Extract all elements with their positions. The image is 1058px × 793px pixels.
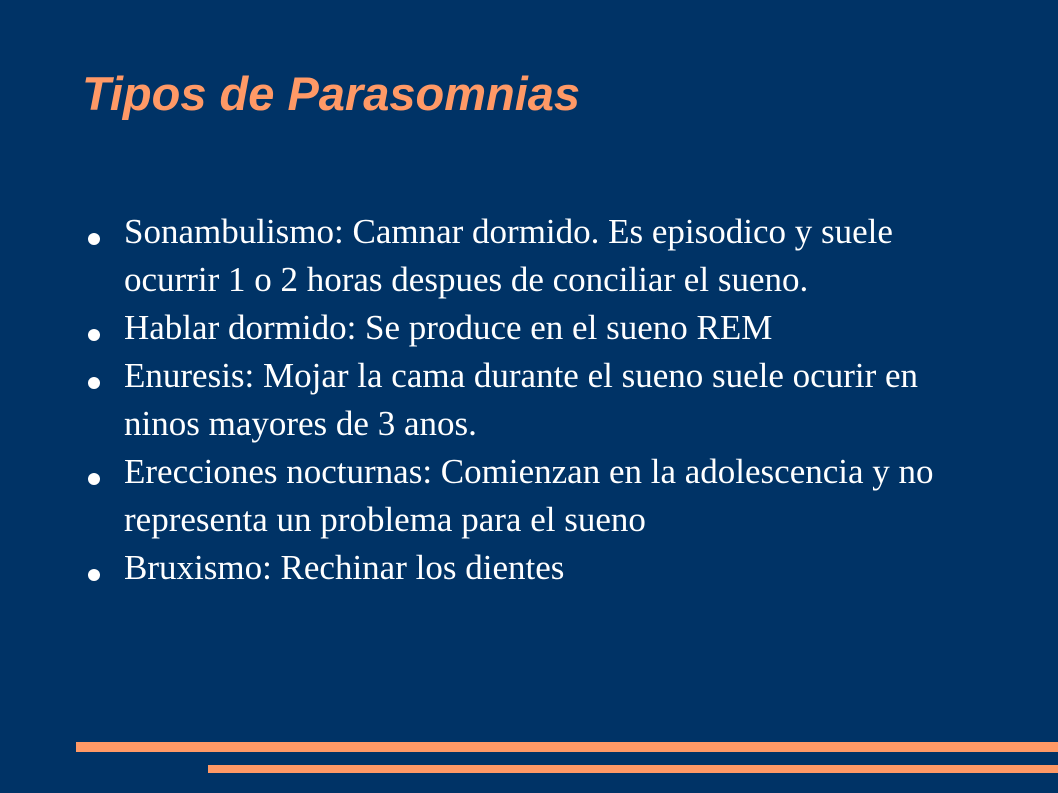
bullet-item-bruxismo (88, 544, 988, 592)
bullet-text: Bruxismo: Rechinar los dientes (124, 548, 565, 587)
bullet-dot-icon (88, 329, 100, 341)
slide-title: Tipos de Parasomnias (82, 67, 581, 120)
decorative-bar-top (76, 742, 1058, 752)
decorative-bar-bottom (208, 765, 1058, 773)
bullet-dot-icon (88, 377, 100, 389)
bullet-dot-icon (88, 569, 100, 581)
bullet-dot-icon (88, 233, 100, 245)
bullet-text: Enuresis: Mojar la cama durante el sueno suele ocurir en ninos mayores de 3 anos. (124, 356, 919, 443)
bullet-text: Hablar dormido: Se produce en el sueno REM (124, 308, 773, 347)
bullet-item-sonambulismo (88, 208, 988, 304)
bullet-dot-icon (88, 473, 100, 485)
bullet-item-enuresis (88, 352, 988, 448)
bullet-text: Sonambulismo: Camnar dormido. Es episodico y suele ocurrir 1 o 2 horas despues de conciliar el sueno. (124, 212, 893, 299)
bullet-list (88, 208, 988, 592)
bullet-item-erecciones (88, 448, 988, 544)
bullet-item-hablar-dormido (88, 304, 988, 352)
bullet-text: Erecciones nocturnas: Comienzan en la adolescencia y no representa un problema para el sueno (124, 452, 934, 539)
